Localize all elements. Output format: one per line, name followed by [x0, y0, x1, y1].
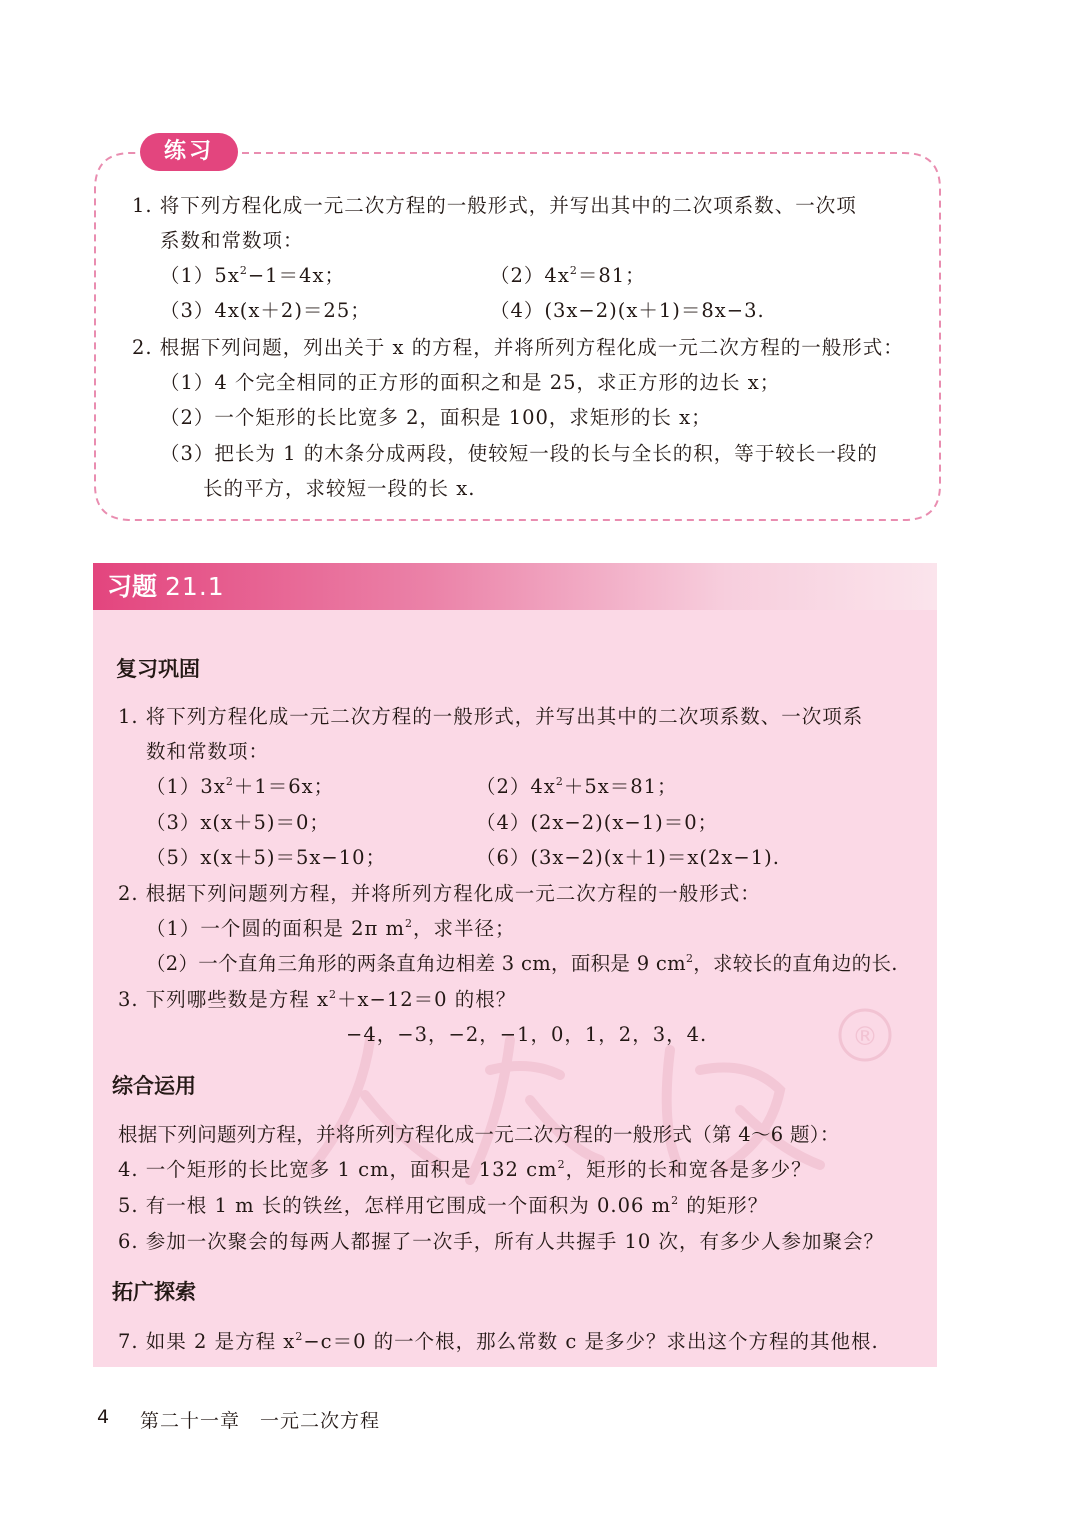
apply-intro: 根据下列问题列方程，并将所列方程化成一元二次方程的一般形式（第 4～6 题）： — [118, 1123, 840, 1146]
review-q1-line1: 1. 将下列方程化成一元二次方程的一般形式，并写出其中的二次项系数、一次项系 — [118, 705, 864, 728]
apply-q4: 4. 一个矩形的长比宽多 1 cm，面积是 132 $cm^2$，矩形的长和宽各是多少？ — [118, 1158, 812, 1181]
review-q1a: $(1)3x^2+1=6x$； — [146, 775, 335, 798]
chapter-title: 第二十一章 一元二次方程 — [140, 1410, 381, 1432]
practice-q1-line1: 1. 将下列方程化成一元二次方程的一般形式，并写出其中的二次项系数、一次项 — [132, 194, 857, 217]
page-number: 4 — [97, 1406, 110, 1428]
practice-q2c-line2: 长的平方，求较短一段的长 x. — [203, 477, 476, 500]
apply-q6: 6. 参加一次聚会的每两人都握了一次手，所有人共握手 10 次，有多少人参加聚会？ — [118, 1230, 885, 1253]
svg-text:®: ® — [852, 1022, 878, 1052]
review-q2a: （1）一个圆的面积是 2π $m^2$，求半径； — [146, 917, 516, 940]
practice-q2a: （1）4 个完全相同的正方形的面积之和是 25，求正方形的边长 x； — [160, 371, 781, 394]
practice-q2c-line1: （3）把长为 1 的木条分成两段，使较短一段的长与全长的积，等于较长一段的 — [160, 442, 878, 465]
practice-q2b: （2）一个矩形的长比宽多 2，面积是 100，求矩形的长 x； — [160, 406, 712, 429]
review-q1d: （4）(2x−2)(x−1)＝0； — [476, 811, 719, 834]
practice-q1b: $(2)4x^2=81$； — [490, 264, 646, 287]
practice-q1d: （4）(3x−2)(x＋1)＝8x−3. — [490, 299, 765, 322]
section-heading-apply: 综合运用 — [112, 1074, 196, 1098]
review-q1e: （5）x(x＋5)＝5x−10； — [146, 846, 387, 869]
review-q3: 3. 下列哪些数是方程 $x^2+x-12=0$ 的根？ — [118, 988, 517, 1011]
review-q2b: （2）一个直角三角形的两条直角边相差 3 cm，面积是 9 $cm^2$，求较长的直角边的长. — [146, 952, 898, 975]
review-q3-values: −4，−3，−2，−1，0，1，2，3，4. — [346, 1023, 708, 1046]
review-q1-line2: 数和常数项： — [146, 740, 270, 763]
review-q1b: $(2)4x^2+5x=81$； — [476, 775, 678, 798]
practice-q2-line1: 2. 根据下列问题，列出关于 x 的方程，并将所列方程化成一元二次方程的一般形式： — [132, 336, 904, 359]
review-q2-line1: 2. 根据下列问题列方程，并将所列方程化成一元二次方程的一般形式： — [118, 882, 761, 905]
review-q1f: （6）(3x−2)(x＋1)＝x(2x−1). — [476, 846, 780, 869]
section-heading-explore: 拓广探索 — [112, 1280, 196, 1304]
practice-q1a: $(1)5x^2-1=4x$； — [160, 264, 345, 287]
practice-q1-line2: 系数和常数项： — [160, 229, 304, 252]
review-q1c: （3）x(x＋5)＝0； — [146, 811, 330, 834]
apply-q5: 5. 有一根 1 m 长的铁丝，怎样用它围成一个面积为 0.06 $m^2$ 的矩形？ — [118, 1194, 769, 1217]
explore-q7: 7. 如果 2 是方程 $x^2-c=0$ 的一个根，那么常数 c 是多少？求出这个方程的其他根. — [118, 1330, 879, 1353]
practice-tag: 练习 — [140, 133, 238, 171]
practice-q1c: （3）4x(x＋2)＝25； — [160, 299, 371, 322]
section-heading-review: 复习巩固 — [116, 657, 200, 681]
exercise-title: 习题 21.1 — [107, 572, 225, 601]
